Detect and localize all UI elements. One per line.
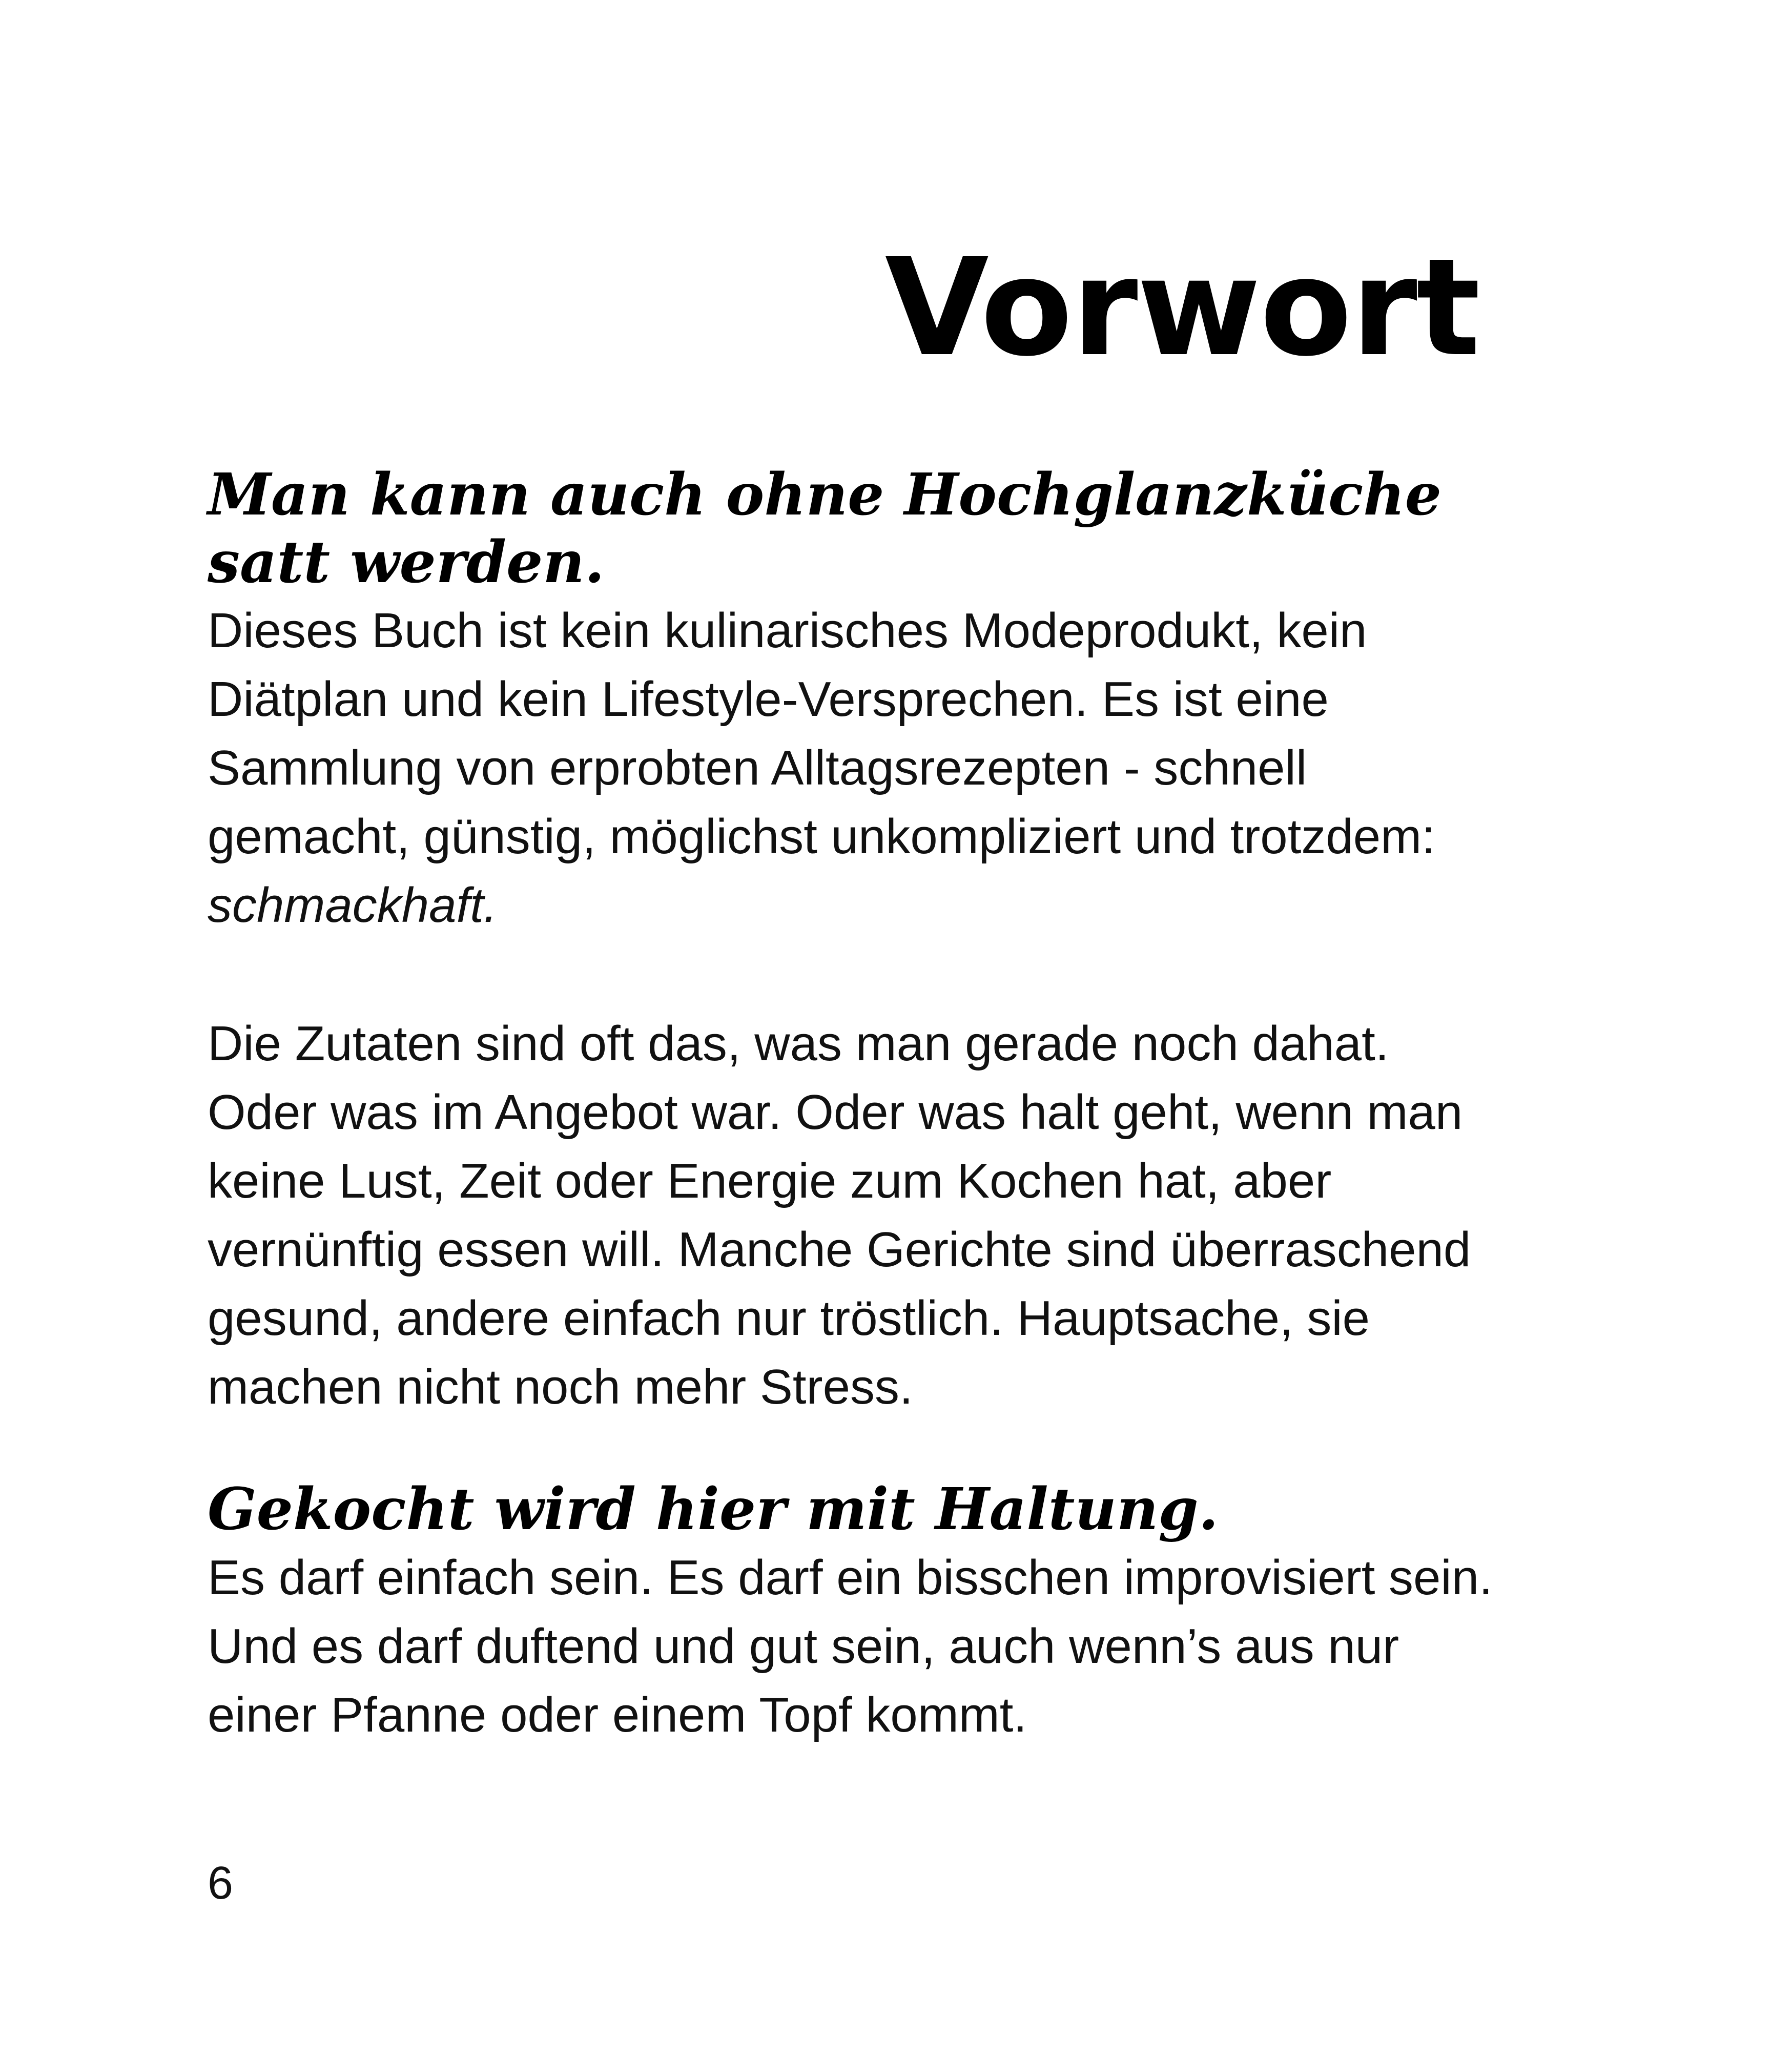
section-1-emphasis: schmackhaft.	[208, 878, 498, 933]
paragraph-2: Die Zutaten sind oft das, was man gerade noch dahat. Oder was im Angebot war. Oder was halt geht, wenn man keine Lust, Zeit oder Energie zum Kochen hat, aber vernünftig essen will. Manche Gerichte sind überraschend gesund, andere einfach nur tröstlich. Hauptsache, sie machen nicht noch mehr Stress.	[208, 1016, 1471, 1414]
page-number: 6	[208, 1858, 234, 1909]
section-1-paragraph	[208, 596, 1499, 940]
section-1-text: Dieses Buch ist kein kulinarisches Modeprodukt, kein Diätplan und kein Lifestyle-Versprechen. Es ist eine Sammlung von erprobten Alltagsrezepten - schnell gemacht, günstig, möglichst unkompliziert und trotzdem:	[208, 603, 1435, 864]
section-2-paragraph: Es darf einfach sein. Es darf ein bisschen improvisiert sein. Und es darf duftend und gut sein, auch wenn’s aus nur einer Pfanne oder einem Topf kommt.	[208, 1550, 1493, 1742]
section-1-heading: Man kann auch ohne Hochglanzküche satt werden.	[208, 461, 1441, 596]
section-2	[208, 1476, 1499, 1750]
page-title: Vorwort	[884, 230, 1479, 386]
section-2-heading: Gekocht wird hier mit Haltung.	[208, 1476, 1219, 1543]
paragraph-2-block	[208, 1010, 1499, 1422]
section-1	[208, 461, 1499, 940]
